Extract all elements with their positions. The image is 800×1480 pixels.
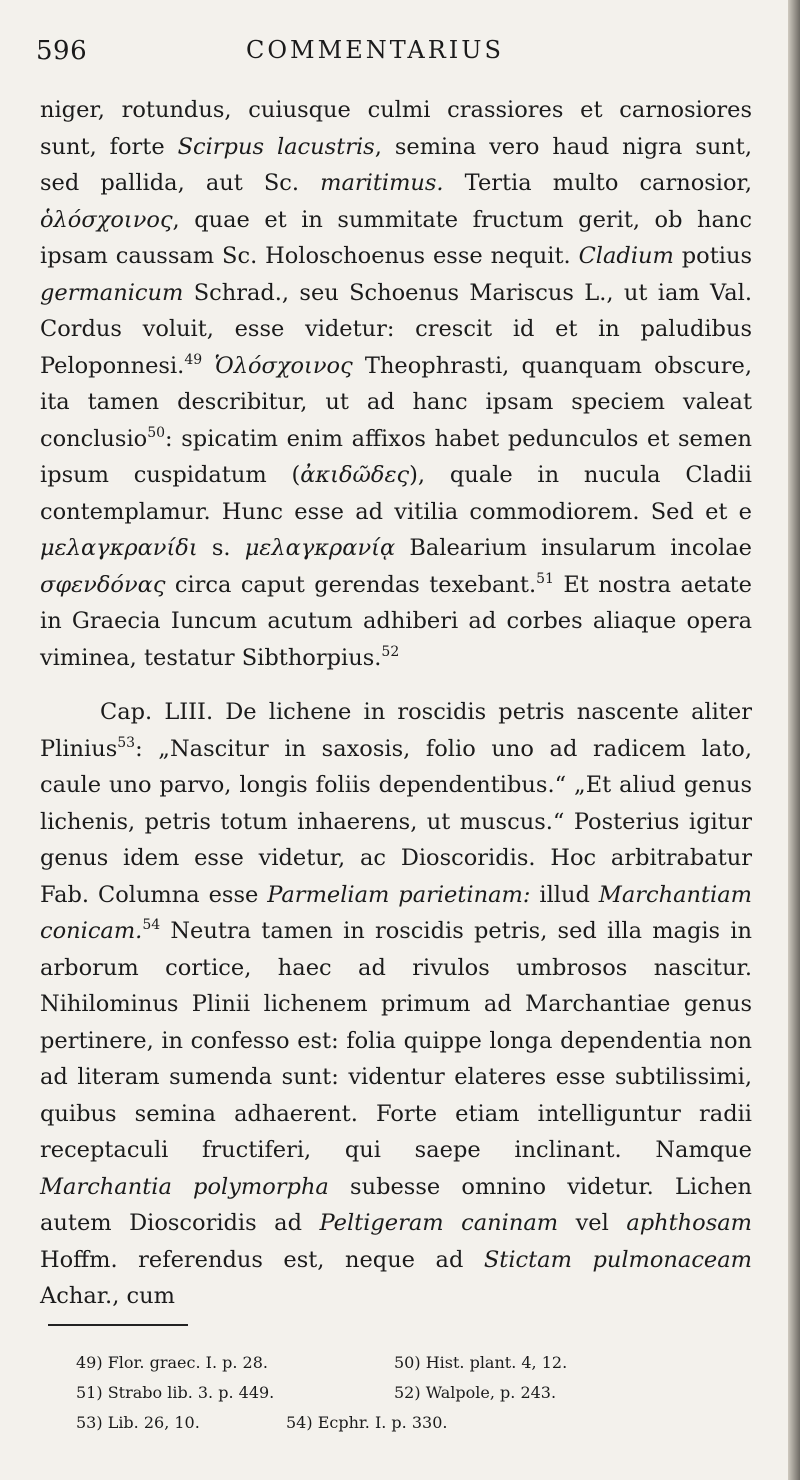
running-title: COMMENTARIUS xyxy=(246,36,504,64)
text-run: circa caput gerendas texebant. xyxy=(165,571,537,598)
text-run: Achar., cum xyxy=(40,1283,175,1309)
text-run: Tertia multo carnosior, xyxy=(443,170,752,196)
italic-term: ἀκιδῶδες xyxy=(300,462,410,488)
italic-term: Marchantiam conicam. xyxy=(40,881,752,944)
text-run: illud xyxy=(530,881,599,908)
footnote-49: 49) Flor. graec. I. p. 28. xyxy=(76,1353,268,1372)
italic-term: Stictam pulmonaceam xyxy=(483,1246,752,1273)
italic-term: germanicum xyxy=(40,279,184,306)
page-header xyxy=(36,36,756,76)
italic-term: Parmeliam parietinam: xyxy=(267,881,531,908)
italic-term: μελαγκρανίδι xyxy=(40,535,198,561)
text-run xyxy=(202,353,214,379)
text-run: , quae et in summitate fructum gerit, ob hanc ipsam caussam Sc. Holoschoenus esse nequit. xyxy=(40,206,752,269)
italic-term: μελαγκρανίᾳ xyxy=(244,535,396,561)
footnote-50: 50) Hist. plant. 4, 12. xyxy=(394,1353,568,1372)
text-run: , semina vero haud nigra sunt, sed pallida, aut Sc. xyxy=(40,133,752,196)
italic-term: Marchantia polymorpha xyxy=(40,1173,329,1200)
footnote-ref: 52 xyxy=(381,643,400,660)
body-text xyxy=(40,92,752,1315)
text-run: potius xyxy=(673,243,752,269)
text-run: Neutra tamen in roscidis petris, sed illa magis in arborum cortice, haec ad rivulos umbrosos nascitur. Nihilominus Plinii lichenem primum ad Marchantiae genus pertinere, in confesso est: folia quippe longa dependentia non ad literam sumenda sunt: videntur elateres esse subtilissimi, quibus semina adhaerent. Forte etiam intelliguntur radii receptaculi fructiferi, qui saepe inclinant. Namque xyxy=(40,918,752,1163)
footnote-ref: 49 xyxy=(184,351,203,368)
text-run: vel xyxy=(558,1210,627,1236)
footnote-ref: 50 xyxy=(147,424,166,441)
italic-term: Peltigeram caninam xyxy=(319,1210,559,1236)
italic-term: σφενδόνας xyxy=(40,571,166,598)
footnote-54: 54) Ecphr. I. p. 330. xyxy=(286,1413,448,1432)
text-run: : spicatim enim affixos habet pedunculos et semen ipsum cuspidatum ( xyxy=(40,425,752,488)
text-run: Balearium insularum incolae xyxy=(395,535,752,561)
italic-term: Scirpus lacustris xyxy=(177,133,375,160)
footnote-ref: 51 xyxy=(536,570,554,587)
text-run: ), quale in nucula Cladii contemplamur. Hunc esse ad vitilia commodiorem. Sed et e xyxy=(40,462,752,525)
footnote-ref: 53 xyxy=(117,734,136,751)
paragraph-2 xyxy=(40,694,752,1315)
text-run: Theophrasti, quanquam obscure, ita tamen describitur, ut ad hanc ipsam speciem valeat conclusio xyxy=(40,352,752,452)
text-run: Hoffm. referendus est, neque ad xyxy=(40,1246,484,1273)
italic-term: Cladium xyxy=(578,243,674,269)
italic-term: maritimus. xyxy=(320,170,444,196)
italic-term: Ὁλόσχοινος xyxy=(214,352,353,379)
footnote-ref: 54 xyxy=(142,917,161,933)
text-run: niger, rotundus, cuiusque culmi crassiores et carnosiores sunt, forte xyxy=(40,97,752,160)
footnote-52: 52) Walpole, p. 243. xyxy=(394,1383,557,1402)
text-run: Cap. LIII. De lichene in roscidis petris nascente aliter Plinius xyxy=(40,699,752,762)
footnote-51: 51) Strabo lib. 3. p. 449. xyxy=(76,1383,275,1402)
text-run: subesse omnino videtur. Lichen autem Dioscoridis ad xyxy=(40,1173,753,1236)
page-number: 596 xyxy=(36,36,88,66)
footnote-rule xyxy=(48,1324,188,1326)
text-run: s. xyxy=(197,535,245,561)
text-run: : „Nascitur in saxosis, folio uno ad radicem lato, caule uno parvo, longis foliis dependentibus.“ „Et aliud genus lichenis, petris totum inhaerens, ut muscus.“ Posterius igitur genus idem esse videtur, ac Dioscoridis. Hoc arbitrabatur Fab. Columna esse xyxy=(40,735,752,908)
footnote-53: 53) Lib. 26, 10. xyxy=(76,1413,200,1432)
paragraph-1 xyxy=(40,92,752,676)
italic-term: aphthosam xyxy=(626,1210,753,1236)
text-run: Schrad., seu Schoenus Mariscus L., ut iam Val. Cordus voluit, esse videtur: crescit id et in paludibus Peloponnesi. xyxy=(40,279,752,379)
page-edge-shadow xyxy=(788,0,800,1480)
italic-term: ὁλόσχοινος xyxy=(40,206,173,233)
text-run: Et nostra aetate in Graecia Iuncum acutum adhiberi ad corbes aliaque opera viminea, testatur Sibthorpius. xyxy=(40,571,752,671)
